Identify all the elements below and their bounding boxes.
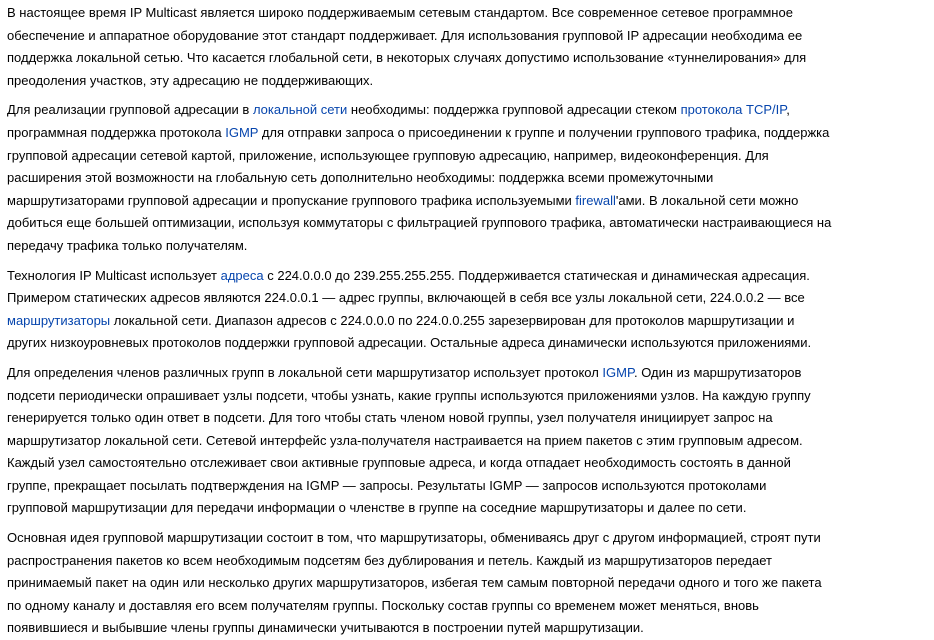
- link-local-network[interactable]: локальной сети: [252, 102, 348, 118]
- text-segment: групповой маршрутизации для передачи информации о членстве в группе на соседние маршрутизаторы и далее по сети.: [7, 500, 747, 516]
- text-segment: локальной сети. Диапазон адресов с 224.0.0.0 по 224.0.0.255 зарезервирован для протоколов маршрутизации и: [110, 312, 795, 328]
- text-line: [7, 475, 928, 498]
- text-segment: . Один из маршрутизаторов: [633, 364, 802, 380]
- text-segment: необходимы: поддержка групповой адресации стеком: [347, 102, 681, 118]
- text-line: [7, 212, 928, 235]
- paragraph-5: [7, 527, 928, 640]
- text-segment: генерируется только один ответ в подсети. Для того чтобы стать членом новой группы, узел получателя инициирует запрос на: [7, 410, 773, 426]
- text-segment: расширения этой возможности на глобальную сеть дополнительно необходимы: поддержка всеми промежуточными: [7, 170, 714, 186]
- link-firewall[interactable]: firewall: [575, 192, 616, 208]
- text-line: [7, 452, 928, 475]
- text-line: [7, 430, 928, 453]
- text-segment: с 224.0.0.0 до 239.255.255.255. Поддерживается статическая и динамическая адресация.: [263, 267, 810, 283]
- link-addresses[interactable]: адреса: [220, 267, 264, 283]
- text-segment: других низкоуровневых протоколов поддержки групповой адресации. Остальные адреса динамически используются приложениями.: [7, 335, 812, 351]
- text-line: [7, 527, 928, 550]
- text-segment: для отправки запроса о присоединении к группе и получении группового трафика, поддержка: [258, 124, 830, 140]
- text-line: [7, 407, 928, 430]
- text-segment: Каждый узел самостоятельно отслеживает свои активные групповые адреса, и когда отпадает необходимость состоять в данной: [7, 455, 791, 471]
- text-line: [7, 572, 928, 595]
- text-segment: распространения пакетов ко всем необходимым подсетям без дублирования и петель. Каждый из маршрутизаторов передает: [7, 552, 772, 568]
- paragraph-3: [7, 265, 928, 355]
- text-line: [7, 99, 928, 122]
- text-segment: подсети периодически опрашивает узлы подсети, чтобы узнать, какие группы используются приложениями узлов. На каждую группу: [7, 387, 811, 403]
- text-line: [7, 265, 928, 288]
- text-segment: добиться еще большей оптимизации, используя коммутаторы с фильтрацией группового трафика, автоматически настраивающиеся на: [7, 215, 832, 231]
- text-segment: маршрутизатор локальной сети. Сетевой интерфейс узла-получателя настраивается на прием пакетов с этим групповым адресом.: [7, 432, 803, 448]
- text-line: [7, 287, 928, 310]
- text-line: [7, 332, 928, 355]
- text-segment: по одному каналу и доставляя его всем получателям группы. Поскольку состав группы со временем может меняться, вновь: [7, 597, 759, 613]
- paragraph-4: [7, 362, 928, 520]
- text-line: [7, 25, 928, 48]
- text-segment: Для определения членов различных групп в локальной сети маршрутизатор использует протокол: [7, 364, 603, 380]
- text-segment: поддержка локальной сетью. Что касается глобальной сети, в некоторых случаях допустимо использование «туннелирования» для: [7, 50, 807, 66]
- link-routers[interactable]: маршрутизаторы: [7, 312, 111, 328]
- text-line: [7, 617, 928, 640]
- text-line: [7, 310, 928, 333]
- text-line: [7, 167, 928, 190]
- text-line: [7, 550, 928, 573]
- paragraph-2: [7, 99, 928, 257]
- text-segment: Основная идея групповой маршрутизации состоит в том, что маршрутизаторы, обмениваясь друг с другом информацией, строят пути: [7, 530, 821, 546]
- link-igmp-2[interactable]: IGMP: [602, 364, 634, 380]
- text-segment: появившиеся и выбывшие члены группы динамически учитываются в построении путей маршрутизации.: [7, 620, 644, 636]
- text-line: [7, 47, 928, 70]
- text-segment: В настоящее время IP Multicast является широко поддерживаемым сетевым стандартом. Все современное сетевое программное: [7, 5, 793, 20]
- text-line: [7, 235, 928, 258]
- text-line: [7, 595, 928, 618]
- text-segment: 'ами. В локальной сети можно: [615, 192, 799, 208]
- text-line: [7, 145, 928, 168]
- paragraph-1: [7, 2, 928, 92]
- text-segment: преодоления участков, эту адресацию не поддерживающих.: [7, 72, 374, 88]
- text-segment: ,: [786, 102, 790, 118]
- link-igmp[interactable]: IGMP: [225, 124, 259, 140]
- text-segment: принимаемый пакет на один или несколько других маршрутизаторов, избегая тем самым повторной передачи одного и того же пакета: [7, 575, 822, 591]
- text-line: [7, 70, 928, 93]
- text-segment: Для реализации групповой адресации в: [7, 102, 253, 118]
- text-segment: программная поддержка протокола: [7, 124, 226, 140]
- text-line: [7, 385, 928, 408]
- text-segment: Примером статических адресов являются 224.0.0.1 — адрес группы, включающей в себя все узлы локальной сети, 224.0.0.2 — все: [7, 290, 805, 306]
- text-segment: Технология IP Multicast использует: [7, 267, 221, 283]
- text-line: [7, 2, 928, 25]
- text-segment: маршрутизаторами групповой адресации и пропускание группового трафика используемыми: [7, 192, 576, 208]
- link-tcp-ip-protocol[interactable]: протокола TCP/IP: [680, 102, 787, 118]
- text-segment: обеспечение и аппаратное оборудование этот стандарт поддерживает. Для использования групповой IP адресации необходима ее: [7, 27, 803, 43]
- text-line: [7, 190, 928, 213]
- text-segment: передачу трафика только получателям.: [7, 237, 248, 253]
- text-line: [7, 362, 928, 385]
- text-segment: группе, прекращает посылать подтверждения на IGMP — запросы. Результаты IGMP — запросов используются протоколами: [7, 477, 767, 493]
- text-segment: групповой адресации сетевой картой, приложение, использующее групповую адресацию, например, видеоконференция. Для: [7, 147, 769, 163]
- text-line: [7, 122, 928, 145]
- text-line: [7, 497, 928, 520]
